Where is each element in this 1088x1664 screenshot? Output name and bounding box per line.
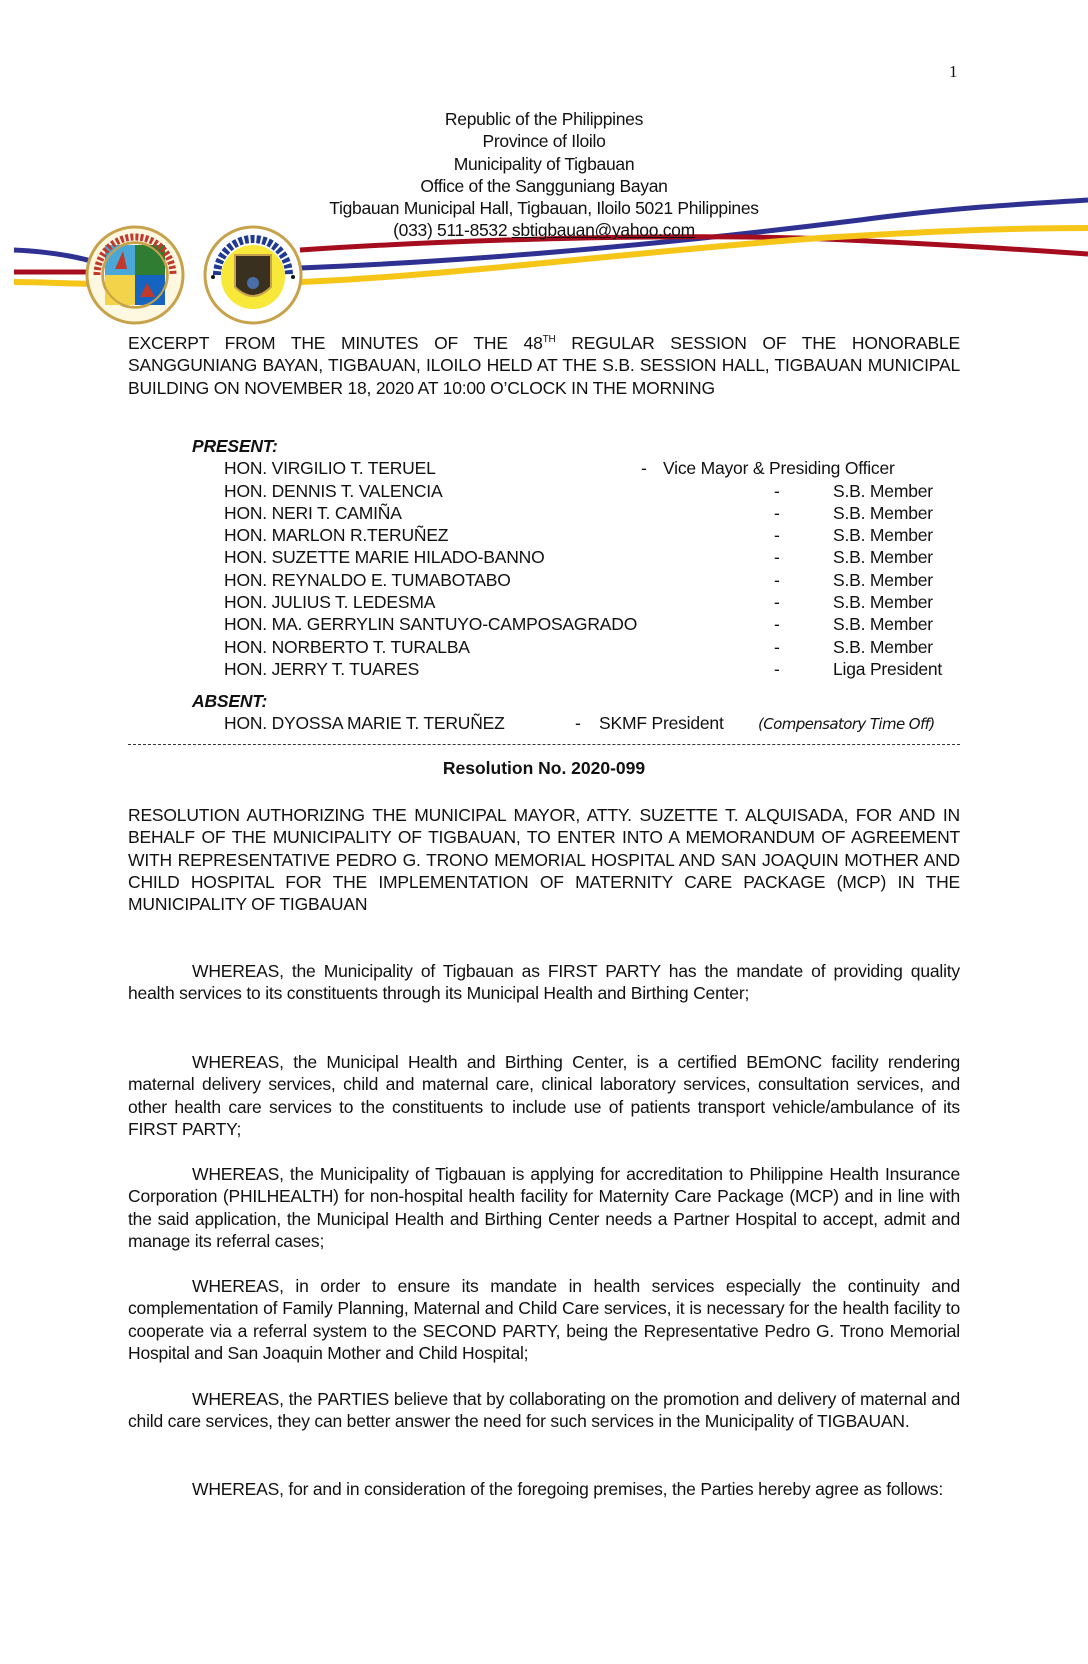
- attendee-row: [128, 546, 960, 568]
- separator-dash: -: [774, 636, 780, 657]
- separator-dash: -: [774, 569, 780, 590]
- absentee-name: HON. DYOSSA MARIE T. TERUÑEZ: [224, 713, 505, 734]
- letterhead-line: Municipality of Tigbauan: [453, 153, 635, 174]
- attendee-row: [128, 636, 960, 658]
- letterhead: [0, 108, 1088, 242]
- attendee-name: HON. MARLON R.TERUÑEZ: [224, 525, 449, 546]
- whereas-clause: WHEREAS, in order to ensure its mandate in health services especially the continuity and complementation of Family Planning, Maternal and Child Care services, it is necessary for the health facility to cooperate via a referral system to the SECOND PARTY, being the Representative Pedro G. Trono Memorial Hospital and San Joaquin Mother and Child Hospital;: [128, 1276, 960, 1363]
- absentee-row: [128, 712, 960, 734]
- absence-note: (Compensatory Time Off): [758, 715, 935, 734]
- contact-line: [0, 219, 1088, 241]
- present-label: PRESENT:: [192, 436, 278, 456]
- separator-dash: -: [641, 458, 647, 479]
- page-number: 1: [949, 62, 958, 81]
- attendee-row: [128, 658, 960, 680]
- separator-dash: -: [774, 614, 780, 635]
- attendee-name: HON. SUZETTE MARIE HILADO-BANNO: [224, 547, 545, 568]
- attendee-role: S.B. Member: [833, 569, 933, 590]
- attendee-row: [128, 502, 960, 524]
- resolution-number: Resolution No. 2020-099: [442, 758, 646, 778]
- whereas-clause: WHEREAS, for and in consideration of the foregoing premises, the Parties hereby agree as follows:: [192, 1479, 943, 1499]
- whereas-clause: WHEREAS, the PARTIES believe that by collaborating on the promotion and delivery of maternal and child care services, they can better answer the need for such services in the Municipality of TIGBAUAN.: [128, 1389, 960, 1432]
- present-section: [128, 435, 960, 680]
- attendee-row: [128, 480, 960, 502]
- separator-dash: -: [774, 502, 780, 523]
- attendee-role: Liga President: [833, 658, 943, 679]
- attendee-role: S.B. Member: [833, 592, 933, 613]
- attendee-name: HON. DENNIS T. VALENCIA: [224, 480, 443, 501]
- attendee-name: HON. VIRGILIO T. TERUEL: [224, 458, 436, 479]
- attendee-row: [128, 591, 960, 613]
- whereas-clause: WHEREAS, the Municipality of Tigbauan as FIRST PARTY has the mandate of providing quality health services to its constituents through its Municipal Health and Birthing Center;: [128, 961, 960, 1004]
- attendee-row: [128, 569, 960, 591]
- separator-dash: -: [774, 658, 780, 679]
- excerpt-heading: [128, 332, 960, 399]
- attendee-role: S.B. Member: [833, 547, 933, 568]
- attendee-row: [128, 457, 960, 479]
- excerpt-text: REGULAR SESSION OF THE HONORABLE SANGGUNIANG BAYAN, TIGBAUAN, ILOILO HELD AT THE S.B. SESSION HALL, TIGBAUAN MUNICIPAL BUILDING ON NOVEMBER 18, 2020 AT 10:00 O’CLOCK IN THE MORNING: [128, 333, 960, 398]
- attendee-role: S.B. Member: [833, 480, 933, 501]
- separator-dash: -: [575, 713, 581, 734]
- attendee-name: HON. MA. GERRYLIN SANTUYO-CAMPOSAGRADO: [224, 614, 638, 635]
- absentee-role: SKMF President: [599, 713, 724, 734]
- absent-section: [128, 690, 960, 735]
- phone-number: (033) 511-8532: [393, 220, 508, 241]
- separator-dash: -: [774, 592, 780, 613]
- separator-dash: -: [774, 525, 780, 546]
- attendee-name: HON. NERI T. CAMIÑA: [224, 502, 402, 523]
- absent-label: ABSENT:: [192, 691, 268, 711]
- letterhead-line: Republic of the Philippines: [444, 109, 644, 129]
- ordinal-suffix: TH: [542, 334, 556, 345]
- attendee-role: S.B. Member: [833, 502, 933, 523]
- attendee-name: HON. JERRY T. TUARES: [224, 658, 420, 679]
- whereas-clause: WHEREAS, the Municipal Health and Birthing Center, is a certified BEmONC facility rendering maternal delivery services, child and maternal care, clinical laboratory services, consultation services, and other health care services to the constituents to include use of patients transport vehicle/ambulance of its FIRST PARTY;: [128, 1052, 960, 1139]
- whereas-clause: WHEREAS, the Municipality of Tigbauan is applying for accreditation to Philippine Health Insurance Corporation (PHILHEALTH) for non-hospital health facility for Maternity Care Package (MCP) and in line with the said application, the Municipal Health and Birthing Center needs a Partner Hospital to accept, admit and manage its referral cases;: [128, 1164, 960, 1251]
- dashed-divider: [128, 744, 960, 745]
- letterhead-line: Province of Iloilo: [482, 131, 606, 152]
- excerpt-text: EXCERPT FROM THE MINUTES OF THE 48: [128, 333, 543, 353]
- resolution-title: RESOLUTION AUTHORIZING THE MUNICIPAL MAYOR, ATTY. SUZETTE T. ALQUISADA, FOR AND IN BEHALF OF THE MUNICIPALITY OF TIGBAUAN, TO ENTER INTO A MEMORANDUM OF AGREEMENT WITH REPRESENTATIVE PEDRO G. TRONO MEMORIAL HOSPITAL AND SAN JOAQUIN MOTHER AND CHILD HOSPITAL FOR THE IMPLEMENTATION OF MATERNITY CARE PACKAGE (MCP) IN THE MUNICIPALITY OF TIGBAUAN: [128, 805, 960, 915]
- attendee-role: S.B. Member: [833, 525, 933, 546]
- attendee-name: HON. REYNALDO E. TUMABOTABO: [224, 569, 511, 590]
- letterhead-line: Tigbauan Municipal Hall, Tigbauan, Iloilo 5021 Philippines: [329, 198, 759, 219]
- attendee-row: [128, 524, 960, 546]
- separator-dash: -: [774, 547, 780, 568]
- attendee-name: HON. JULIUS T. LEDESMA: [224, 592, 436, 613]
- attendee-role: Vice Mayor & Presiding Officer: [663, 458, 895, 479]
- email-link[interactable]: sbtigbauan@yahoo.com: [511, 220, 695, 241]
- separator-dash: -: [774, 480, 780, 501]
- attendee-role: S.B. Member: [833, 636, 933, 657]
- attendee-role: S.B. Member: [833, 614, 933, 635]
- letterhead-line: Office of the Sangguniang Bayan: [420, 175, 668, 196]
- attendee-name: HON. NORBERTO T. TURALBA: [224, 636, 470, 657]
- attendee-row: [128, 613, 960, 635]
